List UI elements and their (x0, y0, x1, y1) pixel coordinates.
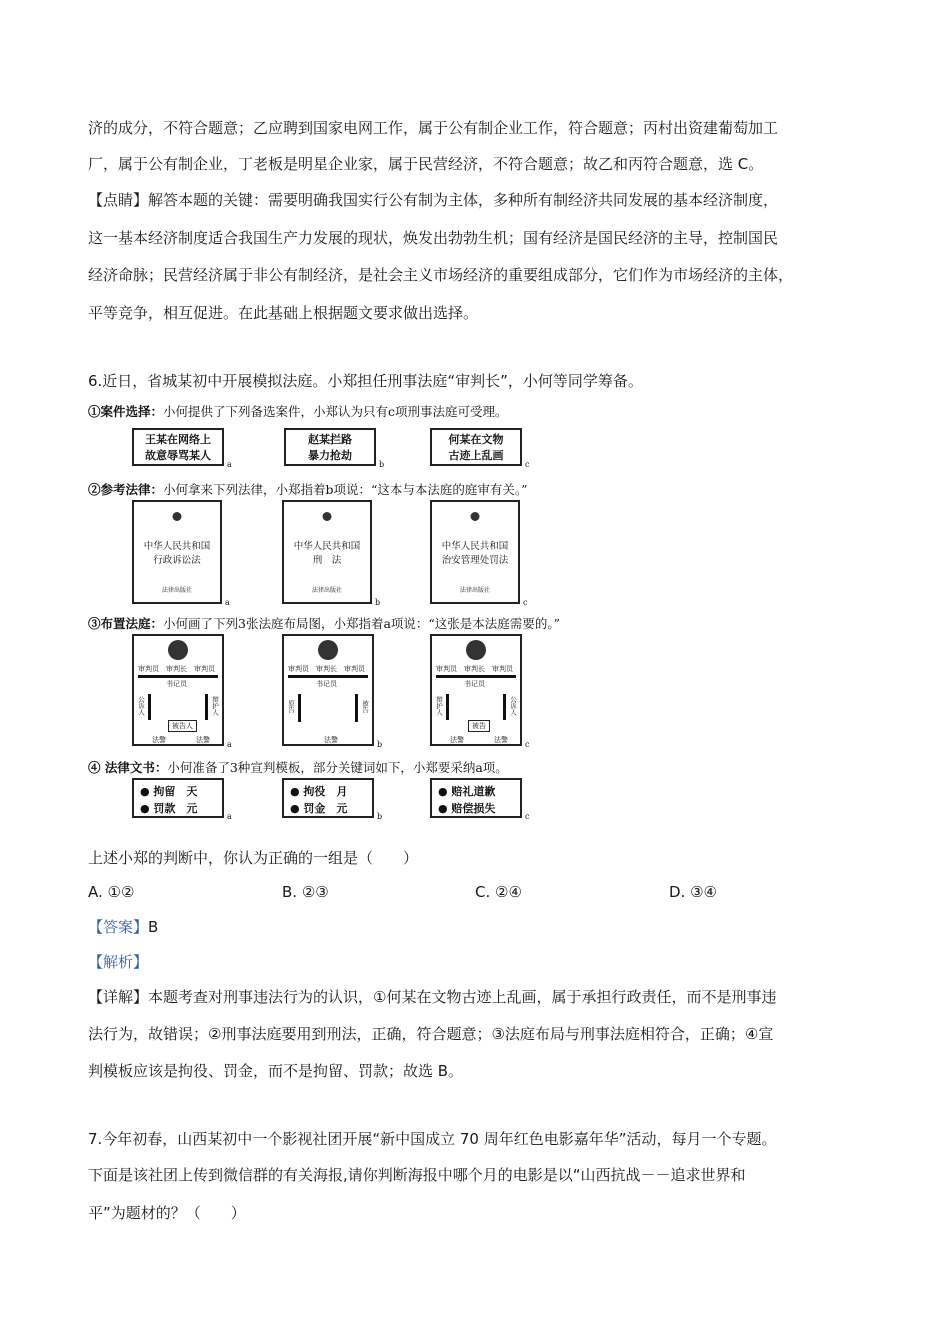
analysis-tag: 【解析】 (88, 953, 149, 971)
option-d: D. ③④ (669, 883, 717, 901)
case-label-c: c (525, 460, 530, 469)
doc-label-a: a (227, 812, 232, 821)
national-emblem-icon (466, 640, 486, 660)
option-b: B. ②③ (282, 883, 329, 901)
text-line: 经济命脉；民营经济属于非公有制经济，是社会主义市场经济的重要组成部分，它们作为市场经济的主体， (88, 266, 794, 284)
court-layout-a (132, 634, 224, 746)
court-label-b: b (377, 740, 383, 749)
verdict-template-a (132, 778, 224, 818)
book-c-line1: 中华人民共和国 (441, 541, 509, 552)
figure-caption-4: ④ 法律文书：小何准备了3种宣判模板，部分关键词如下，小郑要采纳a项。 (88, 760, 508, 775)
case-b-line1: 赵某拦路 (308, 433, 352, 446)
doc-c-line1: ● 赔礼道歉 (438, 785, 496, 798)
book-a-line2: 行政诉讼法 (153, 555, 201, 566)
doc-a-line2: ● 罚款 元 (140, 802, 198, 815)
court-a-judges: 审判员 审判长 审判员 (138, 665, 215, 673)
case-a-line1: 王某在网络上 (145, 433, 211, 446)
court-c-right-party: 公诉人 (509, 696, 517, 716)
doc-label-b: b (377, 812, 383, 821)
court-label-a: a (227, 740, 232, 749)
law-book-a (132, 500, 222, 604)
court-a-bailiff-1: 法警 (152, 736, 166, 744)
court-c-left-desk (446, 694, 449, 720)
book-label-b: b (375, 598, 381, 607)
court-c-bench (436, 675, 516, 678)
court-b-right-desk (355, 694, 358, 722)
verdict-template-b (282, 778, 374, 818)
text-line: 【点睛】解答本题的关键：需要明确我国实行公有制为主体，多种所有制经济共同发展的基本经济制度， (88, 191, 779, 209)
doc-b-line1: ● 拘役 月 (290, 785, 348, 798)
doc-a-line1: ● 拘留 天 (140, 785, 198, 798)
court-c-defendant: 被告 (468, 720, 490, 732)
court-b-bailiff: 法警 (324, 736, 338, 744)
case-card-a (132, 428, 224, 466)
case-card-c (430, 428, 522, 466)
law-book-b (282, 500, 372, 604)
case-label-a: a (227, 460, 232, 469)
case-b-line2: 暴力抢劫 (308, 449, 352, 462)
detail-line: 法行为，故错误；②刑事法庭要用到刑法，正确，符合题意；③法庭布局与刑事法庭相符合，正确；④宣 (88, 1025, 774, 1043)
court-c-left-party: 辩护人 (435, 696, 443, 716)
case-label-b: b (379, 460, 385, 469)
court-c-clerk: 书记员 (464, 680, 485, 688)
case-c-line2: 古迹上乱画 (448, 449, 504, 462)
figure-caption-2: ②参考法律：小何拿来下列法律，小郑指着b项说：“这本与本法庭的庭审有关。” (88, 482, 528, 497)
book-label-c: c (523, 598, 528, 607)
answer-line (88, 917, 158, 937)
text-line: 济的成分，不符合题意；乙应聘到国家电网工作，属于公有制企业工作，符合题意；丙村出资建葡萄加工 (88, 119, 779, 137)
doc-b-line2: ● 罚金 元 (290, 802, 348, 815)
answer-value: B (148, 918, 159, 936)
law-book-c (430, 500, 520, 604)
verdict-template-c (430, 778, 522, 818)
text-line: 平等竞争，相互促进。在此基础上根据题文要求做出选择。 (88, 304, 479, 322)
question-6-figure (88, 402, 560, 832)
court-layout-b (282, 634, 374, 746)
court-a-right-desk (205, 694, 208, 720)
option-a: A. ①② (88, 883, 135, 901)
book-label-a: a (225, 598, 230, 607)
court-c-bailiff-1: 法警 (450, 736, 464, 744)
court-a-left-desk (148, 694, 151, 720)
text-line: 这一基本经济制度适合我国生产力发展的现状，焕发出勃勃生机；国有经济是国民经济的主导，控制国民 (88, 229, 779, 247)
court-b-right-party: 被告 (361, 700, 369, 713)
court-b-judges: 审判员 审判长 审判员 (288, 665, 365, 673)
court-b-left-desk (298, 694, 301, 722)
court-a-left-party: 公诉人 (137, 696, 145, 716)
case-c-line1: 何某在文物 (448, 433, 504, 446)
detail-line: 【详解】本题考查对刑事违法行为的认识，①何某在文物古迹上乱画，属于承担行政责任，而不是刑事违 (88, 988, 777, 1006)
court-c-right-desk (503, 694, 506, 720)
court-b-bench (288, 675, 368, 678)
national-emblem-icon (173, 512, 182, 521)
court-a-right-party: 辩护人 (211, 696, 219, 716)
detail-line: 判模板应该是拘役、罚金，而不是拘留、罚款；故选 B。 (88, 1062, 464, 1080)
court-c-bailiff-2: 法警 (494, 736, 508, 744)
national-emblem-icon (323, 512, 332, 521)
book-b-publisher: 法律出版社 (311, 587, 342, 594)
court-layout-c (430, 634, 522, 746)
case-card-b (284, 428, 376, 466)
court-label-c: c (525, 740, 530, 749)
book-a-line1: 中华人民共和国 (143, 541, 211, 552)
court-b-left-party: 原告 (287, 700, 295, 713)
court-a-defendant: 被告人 (168, 720, 197, 732)
court-a-bench (138, 675, 218, 678)
court-c-judges: 审判员 审判长 审判员 (436, 665, 513, 673)
question-7-line: 下面是该社团上传到微信群的有关海报,请你判断海报中哪个月的电影是以“山西抗战－－追求世界和 (88, 1166, 746, 1184)
book-b-line1: 中华人民共和国 (293, 541, 361, 552)
option-c: C. ②④ (475, 883, 522, 901)
book-a-publisher: 法律出版社 (161, 587, 192, 594)
book-c-line2: 治安管理处罚法 (441, 555, 509, 566)
national-emblem-icon (318, 640, 338, 660)
doc-c-line2: ● 赔偿损失 (438, 802, 496, 815)
court-a-clerk: 书记员 (166, 680, 187, 688)
doc-label-c: c (525, 812, 530, 821)
figure-caption-1: ①案件选择：小何提供了下列备选案件，小郑认为只有c项刑事法庭可受理。 (88, 404, 508, 419)
question-6-stem: 6.近日，省城某初中开展模拟法庭。小郑担任刑事法庭“审判长”，小何等同学筹备。 (88, 372, 643, 390)
figure-caption-3: ③布置法庭：小何画了下列3张法庭布局图，小郑指着a项说：“这张是本法庭需要的。” (88, 616, 560, 631)
national-emblem-icon (168, 640, 188, 660)
question-7-line: 平”为题材的？（ ） (88, 1204, 246, 1222)
book-b-line2: 刑 法 (312, 555, 342, 566)
question-6-prompt: 上述小郑的判断中，你认为正确的一组是（ ） (88, 849, 419, 867)
text-line: 厂，属于公有制企业，丁老板是明星企业家，属于民营经济，不符合题意；故乙和丙符合题意，选 C。 (88, 155, 764, 173)
national-emblem-icon (471, 512, 480, 521)
question-7-line: 7.今年初春，山西某初中一个影视社团开展“新中国成立 70 周年红色电影嘉年华”活动，每月一个专题。 (88, 1130, 777, 1148)
case-a-line2: 故意辱骂某人 (145, 449, 211, 462)
book-c-publisher: 法律出版社 (459, 587, 490, 594)
court-b-clerk: 书记员 (316, 680, 337, 688)
answer-tag: 【答案】 (88, 918, 149, 936)
court-a-bailiff-2: 法警 (196, 736, 210, 744)
